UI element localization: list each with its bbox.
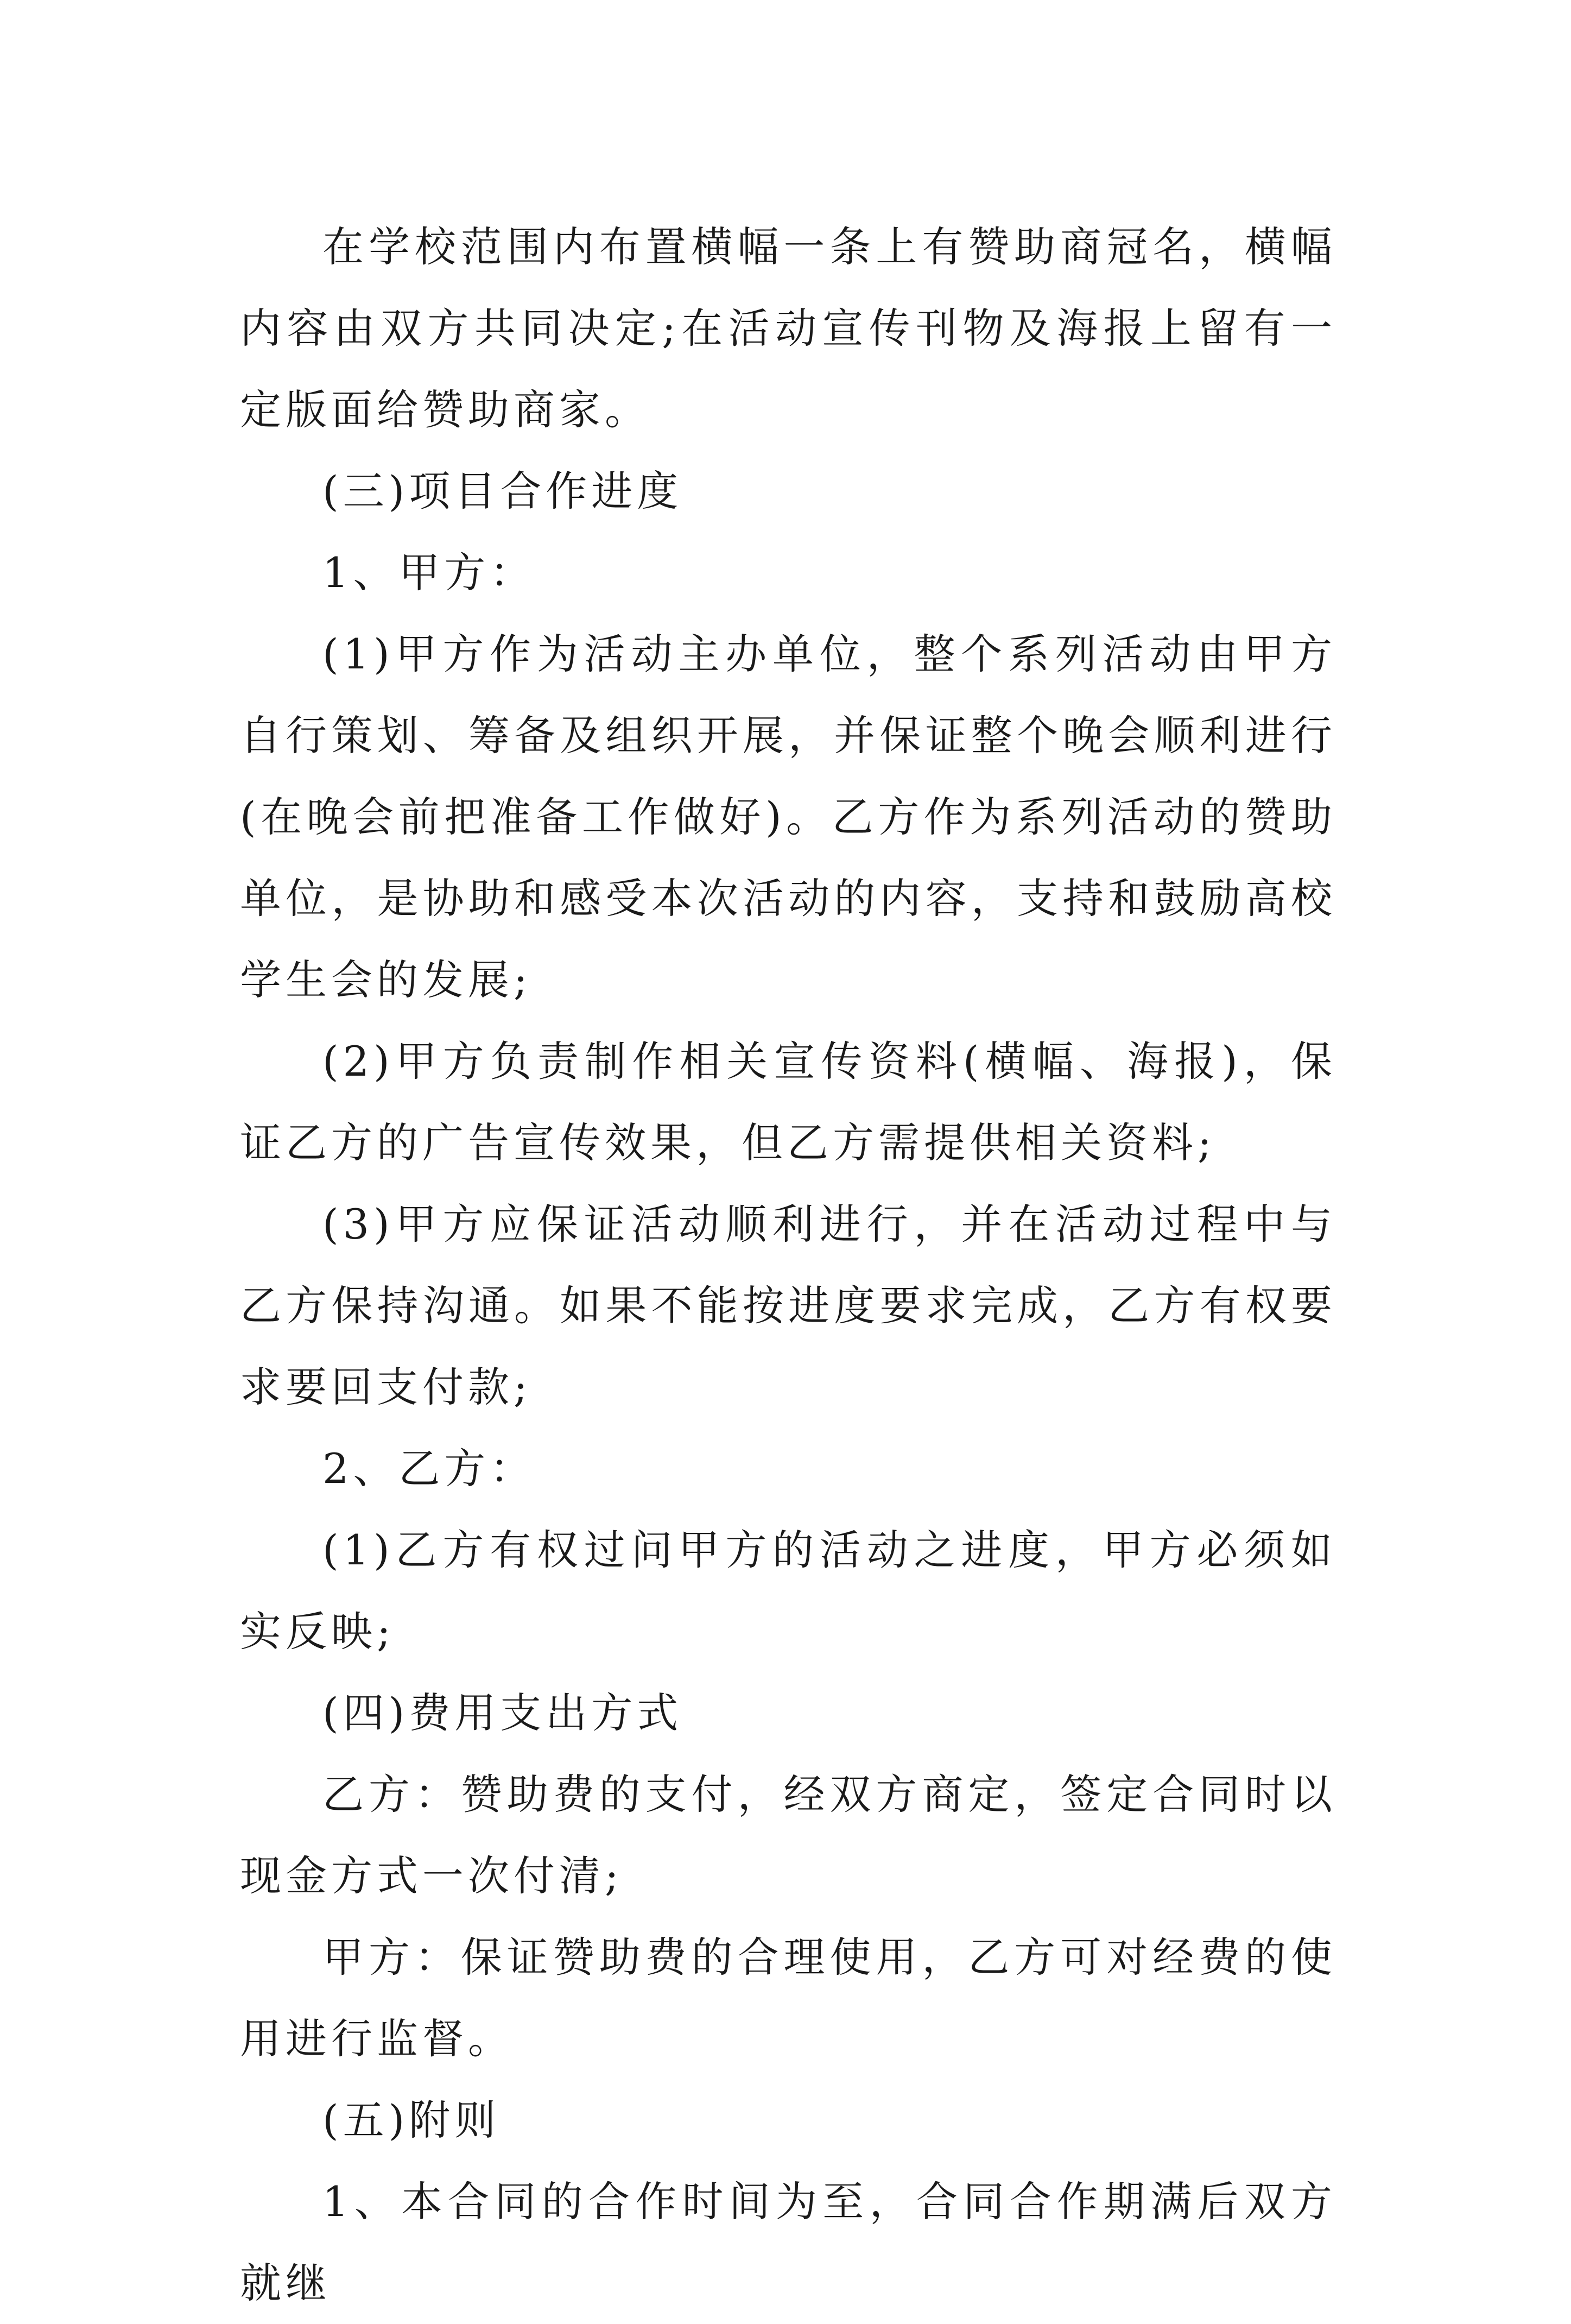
- paragraph-supplementary-item-1: 1、本合同的合作时间为至，合同合作期满后双方就继: [240, 2177, 1336, 2307]
- subheading-party-a: 1、甲方：: [322, 548, 536, 597]
- paragraph-party-a-item-2: (2)甲方负责制作相关宣传资料(横幅、海报)，保证乙方的广告宣传效果，但乙方需提供相关资料;: [240, 1037, 1336, 1167]
- paragraph-party-a-item-1: (1)甲方作为活动主办单位，整个系列活动由甲方自行策划、筹备及组织开展，并保证整个晚会顺利进行(在晚会前把准备工作做好)。乙方作为系列活动的赞助单位，是协助和感受本次活动的内容，支持和鼓励高校学生会的发展;: [240, 630, 1336, 1004]
- paragraph-party-a-item-3: (3)甲方应保证活动顺利进行，并在活动过程中与乙方保持沟通。如果不能按进度要求完成，乙方有权要求要回支付款;: [240, 1200, 1336, 1411]
- paragraph-party-b-item-1: (1)乙方有权过问甲方的活动之进度，甲方必须如实反映;: [240, 1526, 1336, 1656]
- paragraph-payment-party-a: 甲方：保证赞助费的合理使用，乙方可对经费的使用进行监督。: [240, 1933, 1336, 2063]
- document-body: [240, 206, 1336, 2324]
- paragraph-payment-party-b: 乙方：赞助费的支付，经双方商定，签定合同时以现金方式一次付清;: [240, 1770, 1336, 1900]
- section-heading-payment: (四)费用支出方式: [322, 1689, 683, 1737]
- subheading-party-b: 2、乙方：: [322, 1444, 536, 1493]
- paragraph-banner-sponsorship: 在学校范围内布置横幅一条上有赞助商冠名，横幅内容由双方共同决定;在活动宣传刊物及海报上留有一定版面给赞助商家。: [240, 223, 1336, 434]
- section-heading-progress: (三)项目合作进度: [322, 467, 683, 515]
- section-heading-supplementary: (五)附则: [322, 2096, 501, 2144]
